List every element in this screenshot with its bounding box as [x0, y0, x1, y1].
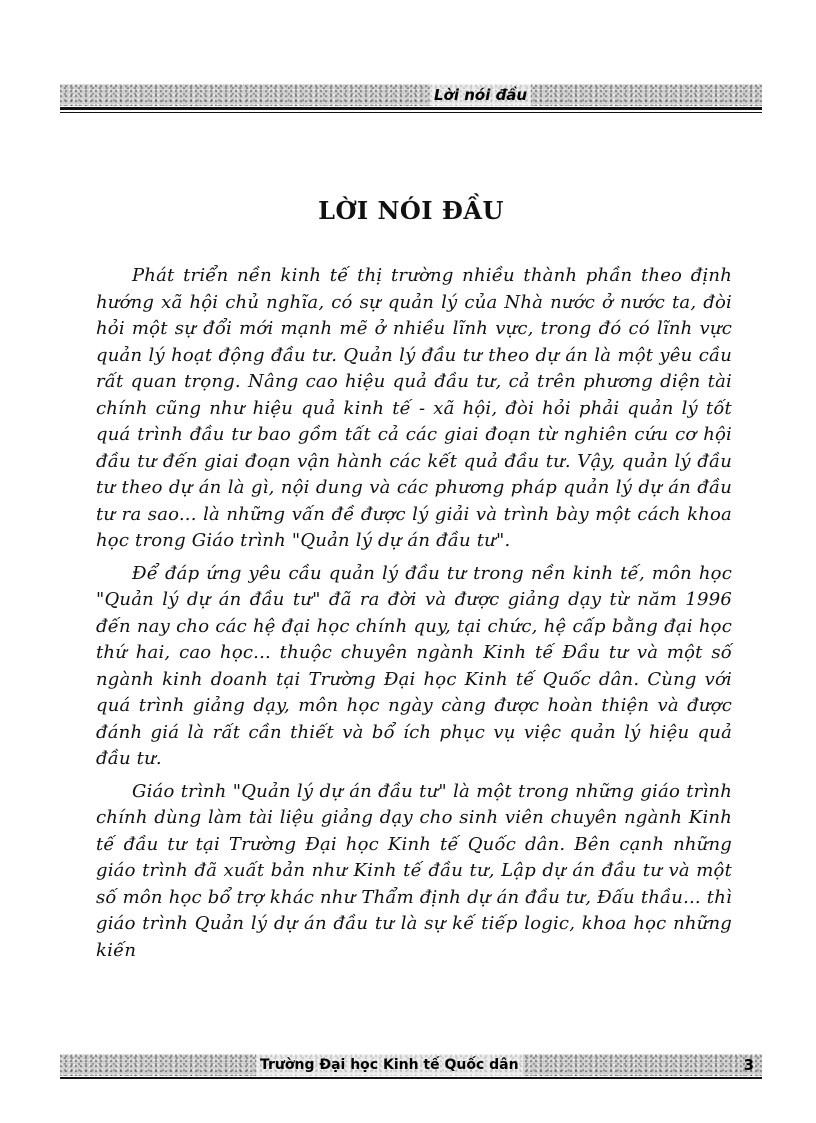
paragraph-2: Để đáp ứng yêu cầu quản lý đầu tư trong nền kinh tế, môn học "Quản lý dự án đầu tư" đã ra đời và được giảng dạy từ năm 1996 đến nay cho các hệ đại học chính quy, tại chức, hệ cấp bằng đại học thứ hai, cao học... thuộc chuyên ngành Kinh tế Đầu tư và một số ngành kinh doanh tại Trường Đại học Kinh tế Quốc dân. Cùng với quá trình giảng dạy, môn học ngày càng được hoàn thiện và được đánh giá là rất cần thiết và bổ ích phục vụ việc quản lý hiệu quả đầu tư. [96, 562, 732, 769]
paragraph-3: Giáo trình "Quản lý dự án đầu tư" là một trong những giáo trình chính dùng làm tài liệu giảng dạy cho sinh viên chuyên ngành Kinh tế đầu tư tại Trường Đại học Kinh tế Quốc dân. Bên cạnh những giáo trình đã xuất bản như Kinh tế đầu tư, Lập dự án đầu tư và một số môn học bổ trợ khác như Thẩm định dự án đầu tư, Đấu thầu... thì giáo trình Quản lý dự án đầu tư là sự kế tiếp logic, khoa học những kiến [96, 780, 732, 961]
footer-institution: Trường Đại học Kinh tế Quốc dân [256, 1054, 523, 1076]
paragraph-1: Phát triển nền kinh tế thị trường nhiều thành phần theo định hướng xã hội chủ nghĩa, có sự quản lý của Nhà nước ở nước ta, đòi hỏi một sự đổi mới mạnh mẽ ở nhiều lĩnh vực, trong đó có lĩnh vực quản lý hoạt động đầu tư. Quản lý đầu tư theo dự án là một yêu cầu rất quan trọng. Nâng cao hiệu quả đầu tư, cả trên phương diện tài chính cũng như hiệu quả kinh tế - xã hội, đòi hỏi phải quản lý tốt quá trình đầu tư bao gồm tất cả các giai đoạn từ nghiên cứu cơ hội đầu tư đến giai đoạn vận hành các kết quả đầu tư. Vậy, quản lý đầu tư theo dự án là gì, nội dung và các phương pháp quản lý dự án đầu tư ra sao... là những vấn đề được lý giải và trình bày một cách khoa học trong Giáo trình "Quản lý dự án đầu tư". [96, 265, 732, 551]
page-title: LỜI NÓI ĐẦU [318, 196, 504, 225]
running-header-title: Lời nói đầu [430, 84, 531, 106]
header-band [60, 84, 762, 106]
header-rule-thin [60, 112, 762, 113]
footer-rule [60, 1077, 762, 1079]
header-rule-thick [60, 107, 762, 110]
body-text [96, 263, 732, 970]
footer-band [60, 1054, 762, 1076]
page-number: 3 [743, 1056, 754, 1074]
